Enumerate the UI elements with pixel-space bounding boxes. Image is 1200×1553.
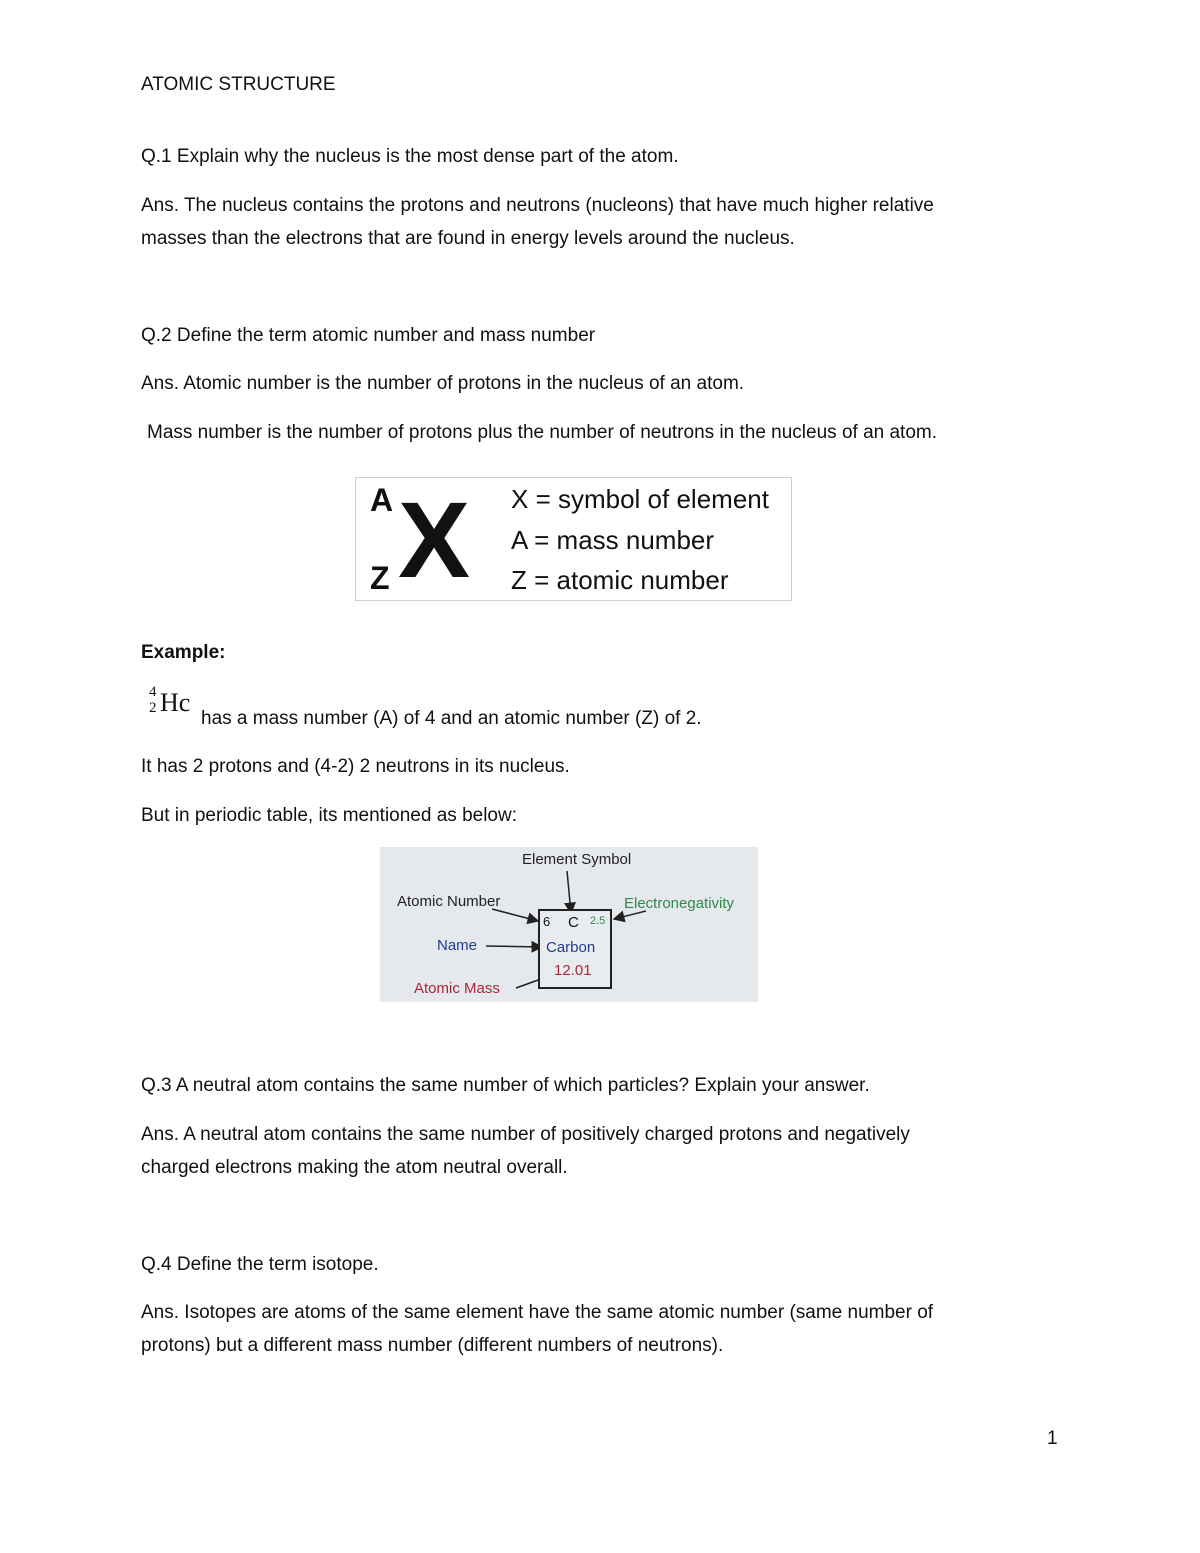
periodic-table-cell-figure xyxy=(380,847,758,1002)
arrow-atomic-number xyxy=(492,909,538,921)
helium-mass-number: 4 xyxy=(149,684,157,700)
notation-legend-atomic: Z = atomic number xyxy=(511,565,729,595)
notation-legend-symbol: X = symbol of element xyxy=(511,484,769,514)
arrow-name xyxy=(486,946,542,947)
notation-atomic-letter: Z xyxy=(370,560,390,596)
label-name: Name xyxy=(437,937,478,954)
example-line-2: It has 2 protons and (4-2) 2 neutrons in its nucleus. xyxy=(141,756,570,777)
helium-element-symbol: Hc xyxy=(160,688,191,717)
label-element-symbol: Element Symbol xyxy=(522,851,632,868)
cell-atomic-number: 6 xyxy=(543,914,551,929)
label-atomic-mass: Atomic Mass xyxy=(414,980,500,997)
example-heading: Example: xyxy=(141,642,226,663)
question-4: Q.4 Define the term isotope. xyxy=(141,1254,379,1275)
answer-2-line-2: Mass number is the number of protons plus the number of neutrons in the nucleus of an atom. xyxy=(147,422,937,443)
page-title: ATOMIC STRUCTURE xyxy=(141,74,336,95)
question-3: Q.3 A neutral atom contains the same number of which particles? Explain your answer. xyxy=(141,1075,870,1096)
answer-1-line-2: masses than the electrons that are found in energy levels around the nucleus. xyxy=(141,228,795,249)
answer-3-line-2: charged electrons making the atom neutral overall. xyxy=(141,1157,568,1178)
question-2: Q.2 Define the term atomic number and mass number xyxy=(141,325,596,346)
answer-4-line-2: protons) but a different mass number (different numbers of neutrons). xyxy=(141,1335,724,1356)
arrow-element-symbol xyxy=(567,871,571,913)
arrow-electronegativity xyxy=(614,911,646,919)
helium-atomic-number: 2 xyxy=(149,700,157,716)
cell-electronegativity: 2.5 xyxy=(590,915,606,927)
example-line-3: But in periodic table, its mentioned as below: xyxy=(141,805,517,826)
element-cell xyxy=(538,909,612,989)
answer-3-line-1: Ans. A neutral atom contains the same number of positively charged protons and negatively xyxy=(141,1124,910,1145)
label-electronegativity: Electronegativity xyxy=(624,895,735,912)
answer-2-line-1: Ans. Atomic number is the number of protons in the nucleus of an atom. xyxy=(141,373,745,394)
cell-atomic-mass: 12.01 xyxy=(554,962,592,979)
answer-1-line-1: Ans. The nucleus contains the protons and neutrons (nucleons) that have much higher relative xyxy=(141,195,934,216)
notation-legend-mass: A = mass number xyxy=(511,525,715,555)
notation-symbol-letter: X xyxy=(398,479,471,600)
answer-4-line-1: Ans. Isotopes are atoms of the same element have the same atomic number (same number of xyxy=(141,1302,934,1323)
label-atomic-number: Atomic Number xyxy=(397,893,501,910)
notation-mass-letter: A xyxy=(370,482,394,518)
example-line-1: has a mass number (A) of 4 and an atomic number (Z) of 2. xyxy=(201,708,702,729)
page-number: 1 xyxy=(1047,1428,1058,1449)
cell-element-symbol: C xyxy=(568,914,579,931)
helium-symbol xyxy=(146,684,202,724)
question-1: Q.1 Explain why the nucleus is the most dense part of the atom. xyxy=(141,146,679,167)
isotope-notation-figure xyxy=(355,477,792,601)
cell-element-name: Carbon xyxy=(546,939,596,956)
